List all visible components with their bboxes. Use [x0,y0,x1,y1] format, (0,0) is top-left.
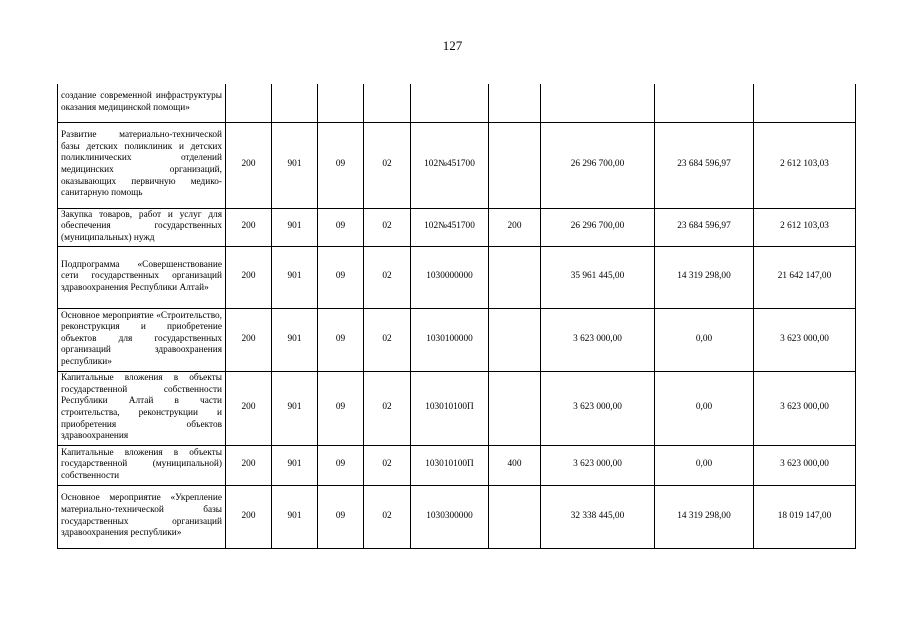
sum-1-cell [541,84,655,122]
row-name-cell: Закупка товаров, работ и услуг для обеспечения государственных (муниципальных) нужд [58,208,226,246]
ved-cell: 901 [272,246,318,308]
csr-cell: 102№451700 [411,122,489,208]
csr-cell: 1030000000 [411,246,489,308]
csr-cell: 102№451700 [411,208,489,246]
rz-cell: 09 [318,371,364,445]
csr-cell: 103010100П [411,445,489,485]
ved-cell [272,84,318,122]
csr-cell: 1030100000 [411,308,489,371]
ved-cell: 901 [272,371,318,445]
sum-2-cell: 23 684 596,97 [655,208,754,246]
sum-3-cell: 2 612 103,03 [754,122,856,208]
sum-3-cell: 3 623 000,00 [754,308,856,371]
sum-3-cell [754,84,856,122]
table-row [58,445,856,485]
rz-cell: 09 [318,208,364,246]
vr-cell [489,84,541,122]
row-name-cell: Основное мероприятие «Строительство, реконструкция и приобретение объектов для государственных организаций здравоохранения республики» [58,308,226,371]
rz-cell: 09 [318,122,364,208]
pr-cell: 02 [364,308,411,371]
sum-2-cell: 14 319 298,00 [655,246,754,308]
row-name-cell: Капитальные вложения в объекты государственной (муниципальной) собственности [58,445,226,485]
csr-cell [411,84,489,122]
sum-1-cell: 3 623 000,00 [541,445,655,485]
row-name-cell: Развитие материально-технической базы детских поликлиник и детских поликлинических отделений медицинских организаций, оказывающих первичную медико-санитарную помощь [58,122,226,208]
sum-1-cell: 3 623 000,00 [541,308,655,371]
ved-cell: 901 [272,445,318,485]
row-name-cell: Основное мероприятие «Укрепление материально-технической базы государственных организаций здравоохранения республики» [58,485,226,548]
ved-cell: 901 [272,485,318,548]
sum-2-cell: 0,00 [655,371,754,445]
rz-cell [318,84,364,122]
gr-cell [226,84,272,122]
pr-cell: 02 [364,208,411,246]
pr-cell: 02 [364,122,411,208]
vr-cell [489,122,541,208]
sum-3-cell: 21 642 147,00 [754,246,856,308]
row-name-cell: Капитальные вложения в объекты государственной собственности Республики Алтай в части строительства, реконструкции и приобретения объектов здравоохранения [58,371,226,445]
vr-cell [489,371,541,445]
table-row [58,371,856,445]
rz-cell: 09 [318,308,364,371]
csr-cell: 1030300000 [411,485,489,548]
sum-3-cell: 18 019 147,00 [754,485,856,548]
gr-cell: 200 [226,122,272,208]
pr-cell: 02 [364,445,411,485]
sum-2-cell [655,84,754,122]
sum-3-cell: 2 612 103,03 [754,208,856,246]
vr-cell [489,485,541,548]
vr-cell: 400 [489,445,541,485]
sum-2-cell: 0,00 [655,308,754,371]
gr-cell: 200 [226,485,272,548]
pr-cell: 02 [364,246,411,308]
sum-1-cell: 26 296 700,00 [541,208,655,246]
sum-1-cell: 26 296 700,00 [541,122,655,208]
vr-cell [489,308,541,371]
table-row [58,246,856,308]
gr-cell: 200 [226,445,272,485]
row-name-cell: Подпрограмма «Совершенствование сети государственных организаций здравоохранения Республики Алтай» [58,246,226,308]
rz-cell: 09 [318,485,364,548]
sum-1-cell: 35 961 445,00 [541,246,655,308]
vr-cell [489,246,541,308]
sum-1-cell: 3 623 000,00 [541,371,655,445]
page-number: 127 [442,38,463,53]
table-row [58,84,856,122]
csr-cell: 103010100П [411,371,489,445]
sum-3-cell: 3 623 000,00 [754,445,856,485]
vr-cell: 200 [489,208,541,246]
sum-3-cell: 3 623 000,00 [754,371,856,445]
ved-cell: 901 [272,122,318,208]
table-row [58,485,856,548]
ved-cell: 901 [272,308,318,371]
pr-cell [364,84,411,122]
pr-cell: 02 [364,485,411,548]
sum-1-cell: 32 338 445,00 [541,485,655,548]
gr-cell: 200 [226,371,272,445]
gr-cell: 200 [226,208,272,246]
row-name-cell: создание современной инфраструктуры оказания медицинской помощи» [58,84,226,122]
rz-cell: 09 [318,246,364,308]
gr-cell: 200 [226,308,272,371]
gr-cell: 200 [226,246,272,308]
table-row [58,122,856,208]
pr-cell: 02 [364,371,411,445]
ved-cell: 901 [272,208,318,246]
budget-table [57,84,856,549]
sum-2-cell: 14 319 298,00 [655,485,754,548]
sum-2-cell: 23 684 596,97 [655,122,754,208]
table-row [58,308,856,371]
table-row [58,208,856,246]
rz-cell: 09 [318,445,364,485]
sum-2-cell: 0,00 [655,445,754,485]
